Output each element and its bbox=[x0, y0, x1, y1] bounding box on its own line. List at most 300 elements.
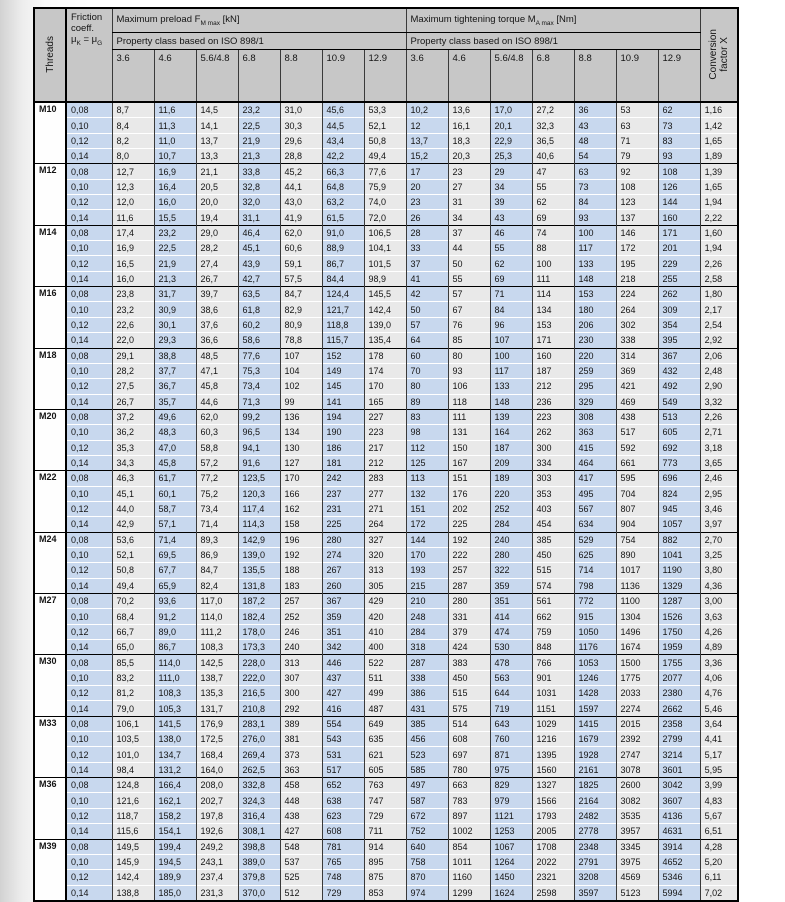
torque-cell: 754 bbox=[616, 532, 658, 547]
preload-cell: 11,6 bbox=[154, 102, 196, 118]
torque-cell: 329 bbox=[574, 394, 616, 409]
preload-cell: 182,4 bbox=[238, 609, 280, 624]
friction-column-header bbox=[66, 8, 112, 102]
preload-cell: 53,3 bbox=[364, 102, 406, 118]
conversion-factor-label: Conversion factor X bbox=[707, 28, 730, 80]
torque-cell: 92 bbox=[616, 164, 658, 179]
table-row bbox=[34, 241, 738, 256]
preload-cell: 194 bbox=[322, 409, 364, 424]
torque-cell: 692 bbox=[658, 440, 700, 455]
torque-cell: 309 bbox=[658, 302, 700, 317]
conversion-factor-column-header bbox=[700, 8, 738, 102]
preload-cell: 141 bbox=[322, 394, 364, 409]
preload-cell: 14,5 bbox=[196, 102, 238, 118]
preload-cell: 187,2 bbox=[238, 594, 280, 609]
preload-cell: 65,9 bbox=[154, 578, 196, 593]
torque-cell: 31 bbox=[448, 195, 490, 210]
preload-cell: 135,3 bbox=[196, 686, 238, 701]
preload-cell: 50,8 bbox=[112, 563, 154, 578]
torque-cell: 1050 bbox=[574, 624, 616, 639]
torque-cell: 2348 bbox=[574, 839, 616, 854]
torque-cell: 696 bbox=[658, 471, 700, 486]
preload-cell: 525 bbox=[280, 870, 322, 885]
torque-cell: 73 bbox=[574, 179, 616, 194]
preload-cell: 114,0 bbox=[196, 609, 238, 624]
torque-cell: 338 bbox=[616, 333, 658, 348]
torque-cell: 98 bbox=[406, 425, 448, 440]
torque-cell: 300 bbox=[532, 440, 574, 455]
preload-cell: 121,6 bbox=[112, 793, 154, 808]
torque-cell: 2164 bbox=[574, 793, 616, 808]
property-class-value: 5.6/4.8 bbox=[196, 50, 238, 103]
preload-cell: 41,9 bbox=[280, 210, 322, 225]
torque-cell: 454 bbox=[532, 517, 574, 532]
conversion-factor-cell: 1,16 bbox=[700, 102, 738, 118]
preload-cell: 192,6 bbox=[196, 824, 238, 839]
torque-cell: 697 bbox=[448, 747, 490, 762]
torque-cell: 2005 bbox=[532, 824, 574, 839]
table-row bbox=[34, 271, 738, 286]
preload-cell: 136 bbox=[280, 409, 322, 424]
friction-coeff-cell: 0,14 bbox=[66, 271, 112, 286]
torque-cell: 383 bbox=[448, 655, 490, 670]
preload-cell: 117,0 bbox=[196, 594, 238, 609]
table-row bbox=[34, 686, 738, 701]
preload-cell: 170 bbox=[280, 471, 322, 486]
preload-cell: 252 bbox=[280, 609, 322, 624]
preload-cell: 47,0 bbox=[154, 440, 196, 455]
preload-cell: 164,0 bbox=[196, 762, 238, 777]
friction-coeff-cell: 0,08 bbox=[66, 532, 112, 547]
torque-cell: 529 bbox=[574, 532, 616, 547]
preload-cell: 11,3 bbox=[154, 118, 196, 133]
torque-cell: 96 bbox=[490, 317, 532, 332]
preload-cell: 42,9 bbox=[112, 517, 154, 532]
preload-cell: 437 bbox=[322, 670, 364, 685]
preload-cell: 172,5 bbox=[196, 732, 238, 747]
torque-cell: 63 bbox=[616, 118, 658, 133]
preload-cell: 21,3 bbox=[154, 271, 196, 286]
torque-cell: 224 bbox=[616, 287, 658, 302]
preload-torque-table bbox=[33, 7, 739, 902]
torque-cell: 5123 bbox=[616, 885, 658, 901]
torque-cell: 187 bbox=[490, 440, 532, 455]
preload-cell: 57,5 bbox=[280, 271, 322, 286]
preload-cell: 58,8 bbox=[196, 440, 238, 455]
preload-cell: 165 bbox=[364, 394, 406, 409]
table-row bbox=[34, 532, 738, 547]
torque-cell: 848 bbox=[532, 640, 574, 655]
preload-cell: 313 bbox=[280, 655, 322, 670]
preload-cell: 8,2 bbox=[112, 133, 154, 148]
torque-cell: 28 bbox=[406, 225, 448, 240]
torque-cell: 385 bbox=[406, 716, 448, 731]
preload-cell: 142,4 bbox=[364, 302, 406, 317]
preload-cell: 158,2 bbox=[154, 808, 196, 823]
torque-cell: 663 bbox=[448, 778, 490, 793]
preload-cell: 106,1 bbox=[112, 716, 154, 731]
conversion-factor-cell: 4,89 bbox=[700, 640, 738, 655]
preload-cell: 554 bbox=[322, 716, 364, 731]
preload-cell: 16,4 bbox=[154, 179, 196, 194]
torque-cell: 1304 bbox=[616, 609, 658, 624]
torque-cell: 47 bbox=[532, 164, 574, 179]
torque-cell: 780 bbox=[448, 762, 490, 777]
torque-cell: 1057 bbox=[658, 517, 700, 532]
preload-cell: 12,3 bbox=[112, 179, 154, 194]
table-row bbox=[34, 670, 738, 685]
torque-cell: 284 bbox=[490, 517, 532, 532]
torque-cell: 2598 bbox=[532, 885, 574, 901]
preload-cell: 192 bbox=[280, 547, 322, 562]
torque-cell: 62 bbox=[532, 195, 574, 210]
preload-cell: 231,3 bbox=[196, 885, 238, 901]
torque-cell: 29 bbox=[490, 164, 532, 179]
torque-cell: 1190 bbox=[658, 563, 700, 578]
conversion-factor-cell: 1,94 bbox=[700, 195, 738, 210]
torque-cell: 225 bbox=[448, 517, 490, 532]
preload-cell: 82,9 bbox=[280, 302, 322, 317]
conversion-factor-cell: 3,99 bbox=[700, 778, 738, 793]
preload-cell: 60,1 bbox=[154, 486, 196, 501]
torque-cell: 1825 bbox=[574, 778, 616, 793]
table-row bbox=[34, 102, 738, 118]
torque-cell: 1566 bbox=[532, 793, 574, 808]
conversion-factor-cell: 4,06 bbox=[700, 670, 738, 685]
preload-cell: 14,1 bbox=[196, 118, 238, 133]
torque-cell: 164 bbox=[490, 425, 532, 440]
friction-coeff-cell: 0,08 bbox=[66, 839, 112, 854]
torque-cell: 36 bbox=[574, 102, 616, 118]
torque-cell: 230 bbox=[574, 333, 616, 348]
torque-cell: 37 bbox=[406, 256, 448, 271]
torque-cell: 4652 bbox=[658, 854, 700, 869]
preload-cell: 307 bbox=[280, 670, 322, 685]
torque-cell: 117 bbox=[574, 241, 616, 256]
preload-cell: 420 bbox=[364, 609, 406, 624]
preload-cell: 189,9 bbox=[154, 870, 196, 885]
preload-cell: 274 bbox=[322, 547, 364, 562]
conversion-factor-cell: 1,94 bbox=[700, 241, 738, 256]
preload-cell: 73,4 bbox=[196, 501, 238, 516]
torque-cell: 125 bbox=[406, 455, 448, 470]
torque-cell: 773 bbox=[658, 455, 700, 470]
preload-cell: 316,4 bbox=[238, 808, 280, 823]
torque-cell: 1755 bbox=[658, 655, 700, 670]
preload-cell: 246 bbox=[280, 624, 322, 639]
conversion-factor-cell: 5,20 bbox=[700, 854, 738, 869]
preload-cell: 26,7 bbox=[112, 394, 154, 409]
table-row bbox=[34, 287, 738, 302]
torque-cell: 193 bbox=[406, 563, 448, 578]
preload-cell: 131,7 bbox=[196, 701, 238, 716]
preload-cell: 212 bbox=[364, 455, 406, 470]
table-row bbox=[34, 195, 738, 210]
torque-cell: 171 bbox=[658, 225, 700, 240]
conversion-factor-cell: 2,48 bbox=[700, 363, 738, 378]
table-row bbox=[34, 425, 738, 440]
torque-cell: 23 bbox=[448, 164, 490, 179]
torque-cell: 308 bbox=[574, 409, 616, 424]
conversion-factor-cell: 6,11 bbox=[700, 870, 738, 885]
torque-cell: 79 bbox=[616, 149, 658, 164]
preload-cell: 149,5 bbox=[112, 839, 154, 854]
torque-cell: 100 bbox=[574, 225, 616, 240]
preload-cell: 37,6 bbox=[196, 317, 238, 332]
preload-cell: 429 bbox=[364, 594, 406, 609]
torque-cell: 172 bbox=[406, 517, 448, 532]
preload-cell: 49,6 bbox=[154, 409, 196, 424]
preload-section-header: Maximum preload $F_{M max}$ [kN] bbox=[112, 8, 406, 33]
conversion-factor-cell: 3,32 bbox=[700, 394, 738, 409]
torque-cell: 144 bbox=[658, 195, 700, 210]
torque-cell: 23 bbox=[406, 195, 448, 210]
torque-cell: 139 bbox=[490, 409, 532, 424]
table-row bbox=[34, 486, 738, 501]
torque-cell: 414 bbox=[490, 609, 532, 624]
table-row bbox=[34, 409, 738, 424]
preload-cell: 320 bbox=[364, 547, 406, 562]
torque-cell: 369 bbox=[616, 363, 658, 378]
torque-cell: 93 bbox=[658, 149, 700, 164]
preload-cell: 94,1 bbox=[238, 440, 280, 455]
torque-cell: 492 bbox=[658, 379, 700, 394]
preload-cell: 99,2 bbox=[238, 409, 280, 424]
preload-cell: 264 bbox=[364, 517, 406, 532]
preload-cell: 38,8 bbox=[154, 348, 196, 363]
friction-coeff-cell: 0,10 bbox=[66, 486, 112, 501]
preload-cell: 74,0 bbox=[364, 195, 406, 210]
preload-cell: 82,4 bbox=[196, 578, 238, 593]
torque-cell: 783 bbox=[448, 793, 490, 808]
friction-coeff-cell: 0,14 bbox=[66, 210, 112, 225]
preload-cell: 222,0 bbox=[238, 670, 280, 685]
torque-cell: 20,1 bbox=[490, 118, 532, 133]
torque-cell: 303 bbox=[532, 471, 574, 486]
preload-cell: 635 bbox=[364, 732, 406, 747]
preload-cell: 111,0 bbox=[154, 670, 196, 685]
preload-cell: 324,3 bbox=[238, 793, 280, 808]
friction-coeff-cell: 0,08 bbox=[66, 164, 112, 179]
torque-cell: 322 bbox=[490, 563, 532, 578]
preload-cell: 131,2 bbox=[154, 762, 196, 777]
torque-cell: 530 bbox=[490, 640, 532, 655]
preload-cell: 86,9 bbox=[196, 547, 238, 562]
preload-cell: 166 bbox=[280, 486, 322, 501]
preload-cell: 16,9 bbox=[154, 164, 196, 179]
torque-cell: 257 bbox=[448, 563, 490, 578]
conversion-factor-cell: 2,26 bbox=[700, 409, 738, 424]
preload-cell: 84,4 bbox=[322, 271, 364, 286]
torque-cell: 1246 bbox=[574, 670, 616, 685]
preload-cell: 29,3 bbox=[154, 333, 196, 348]
preload-cell: 623 bbox=[322, 808, 364, 823]
torque-cell: 287 bbox=[448, 578, 490, 593]
preload-cell: 30,1 bbox=[154, 317, 196, 332]
torque-cell: 67 bbox=[448, 302, 490, 317]
preload-cell: 170 bbox=[364, 379, 406, 394]
friction-coeff-cell: 0,10 bbox=[66, 793, 112, 808]
preload-cell: 257 bbox=[280, 594, 322, 609]
preload-cell: 32,0 bbox=[238, 195, 280, 210]
torque-cell: 495 bbox=[574, 486, 616, 501]
conversion-factor-cell: 7,02 bbox=[700, 885, 738, 901]
torque-cell: 131 bbox=[448, 425, 490, 440]
torque-cell: 48 bbox=[574, 133, 616, 148]
torque-cell: 172 bbox=[616, 241, 658, 256]
preload-cell: 400 bbox=[364, 640, 406, 655]
torque-cell: 592 bbox=[616, 440, 658, 455]
header-row-classes bbox=[34, 50, 738, 103]
torque-cell: 55 bbox=[490, 241, 532, 256]
torque-cell: 153 bbox=[532, 317, 574, 332]
preload-cell: 19,4 bbox=[196, 210, 238, 225]
preload-cell: 11,6 bbox=[112, 210, 154, 225]
table-row bbox=[34, 363, 738, 378]
preload-cell: 134 bbox=[280, 425, 322, 440]
torque-cell: 201 bbox=[658, 241, 700, 256]
conversion-factor-cell: 2,90 bbox=[700, 379, 738, 394]
friction-coeff-cell: 0,10 bbox=[66, 609, 112, 624]
preload-cell: 327 bbox=[364, 532, 406, 547]
torque-cell: 1160 bbox=[448, 870, 490, 885]
preload-cell: 75,2 bbox=[196, 486, 238, 501]
torque-cell: 661 bbox=[616, 455, 658, 470]
preload-cell: 22,0 bbox=[112, 333, 154, 348]
preload-cell: 28,8 bbox=[280, 149, 322, 164]
table-row bbox=[34, 732, 738, 747]
thread-cell: M39 bbox=[34, 839, 66, 901]
torque-cell: 53 bbox=[616, 102, 658, 118]
preload-cell: 29,6 bbox=[280, 133, 322, 148]
torque-cell: 1679 bbox=[574, 732, 616, 747]
torque-cell: 148 bbox=[574, 271, 616, 286]
torque-cell: 50 bbox=[448, 256, 490, 271]
preload-cell: 29,1 bbox=[112, 348, 154, 363]
conversion-factor-cell: 1,65 bbox=[700, 179, 738, 194]
preload-cell: 68,4 bbox=[112, 609, 154, 624]
preload-cell: 85,5 bbox=[112, 655, 154, 670]
torque-cell: 567 bbox=[574, 501, 616, 516]
preload-cell: 548 bbox=[280, 839, 322, 854]
preload-cell: 145,9 bbox=[112, 854, 154, 869]
preload-cell: 173,3 bbox=[238, 640, 280, 655]
conversion-factor-cell: 5,46 bbox=[700, 701, 738, 716]
preload-cell: 84,7 bbox=[196, 563, 238, 578]
friction-coeff-cell: 0,12 bbox=[66, 808, 112, 823]
friction-coeff-cell: 0,10 bbox=[66, 425, 112, 440]
preload-cell: 381 bbox=[280, 732, 322, 747]
torque-cell: 111 bbox=[532, 271, 574, 286]
preload-cell: 96,5 bbox=[238, 425, 280, 440]
table-row bbox=[34, 839, 738, 854]
preload-cell: 537 bbox=[280, 854, 322, 869]
torque-cell: 34 bbox=[490, 179, 532, 194]
preload-cell: 363 bbox=[280, 762, 322, 777]
friction-coeff-cell: 0,14 bbox=[66, 455, 112, 470]
preload-cell: 115,7 bbox=[322, 333, 364, 348]
preload-cell: 23,2 bbox=[112, 302, 154, 317]
preload-cell: 102 bbox=[280, 379, 322, 394]
header-row-property-class bbox=[34, 33, 738, 50]
preload-cell: 13,7 bbox=[196, 133, 238, 148]
preload-cell: 61,7 bbox=[154, 471, 196, 486]
conversion-factor-cell: 6,51 bbox=[700, 824, 738, 839]
preload-cell: 99 bbox=[280, 394, 322, 409]
preload-cell: 162,1 bbox=[154, 793, 196, 808]
torque-cell: 1959 bbox=[658, 640, 700, 655]
preload-cell: 176,9 bbox=[196, 716, 238, 731]
preload-cell: 45,8 bbox=[196, 379, 238, 394]
torque-cell: 17 bbox=[406, 164, 448, 179]
torque-cell: 32,3 bbox=[532, 118, 574, 133]
conversion-factor-cell: 3,25 bbox=[700, 547, 738, 562]
property-class-label-preload: Property class based on ISO 898/1 bbox=[112, 33, 406, 50]
torque-cell: 1708 bbox=[532, 839, 574, 854]
table-row bbox=[34, 716, 738, 731]
torque-cell: 403 bbox=[532, 501, 574, 516]
torque-cell: 1002 bbox=[448, 824, 490, 839]
torque-cell: 871 bbox=[490, 747, 532, 762]
friction-coeff-cell: 0,08 bbox=[66, 471, 112, 486]
conversion-factor-cell: 3,18 bbox=[700, 440, 738, 455]
property-class-value: 3.6 bbox=[112, 50, 154, 103]
conversion-factor-cell: 3,97 bbox=[700, 517, 738, 532]
property-class-value: 10.9 bbox=[616, 50, 658, 103]
torque-cell: 1500 bbox=[616, 655, 658, 670]
torque-cell: 3597 bbox=[574, 885, 616, 901]
preload-cell: 10,7 bbox=[154, 149, 196, 164]
preload-cell: 342 bbox=[322, 640, 364, 655]
table-row bbox=[34, 594, 738, 609]
torque-cell: 464 bbox=[574, 455, 616, 470]
preload-cell: 21,3 bbox=[238, 149, 280, 164]
torque-cell: 714 bbox=[574, 563, 616, 578]
torque-cell: 672 bbox=[406, 808, 448, 823]
threads-column-header bbox=[34, 8, 66, 102]
torque-cell: 150 bbox=[448, 440, 490, 455]
torque-cell: 76 bbox=[448, 317, 490, 332]
torque-cell: 18,3 bbox=[448, 133, 490, 148]
preload-cell: 283,1 bbox=[238, 716, 280, 731]
torque-cell: 759 bbox=[532, 624, 574, 639]
torque-cell: 901 bbox=[532, 670, 574, 685]
torque-cell: 252 bbox=[490, 501, 532, 516]
torque-cell: 1775 bbox=[616, 670, 658, 685]
torque-cell: 574 bbox=[532, 578, 574, 593]
torque-cell: 64 bbox=[406, 333, 448, 348]
table-row bbox=[34, 333, 738, 348]
torque-cell: 1395 bbox=[532, 747, 574, 762]
friction-coeff-cell: 0,10 bbox=[66, 241, 112, 256]
torque-cell: 1011 bbox=[448, 854, 490, 869]
thread-cell: M10 bbox=[34, 102, 66, 164]
preload-cell: 152 bbox=[322, 348, 364, 363]
preload-cell: 89,0 bbox=[154, 624, 196, 639]
torque-cell: 1560 bbox=[532, 762, 574, 777]
table-row bbox=[34, 655, 738, 670]
torque-cell: 1329 bbox=[658, 578, 700, 593]
torque-cell: 523 bbox=[406, 747, 448, 762]
preload-cell: 71,4 bbox=[154, 532, 196, 547]
torque-cell: 148 bbox=[490, 394, 532, 409]
torque-cell: 1216 bbox=[532, 732, 574, 747]
preload-cell: 77,6 bbox=[364, 164, 406, 179]
torque-cell: 34 bbox=[448, 210, 490, 225]
preload-cell: 292 bbox=[280, 701, 322, 716]
torque-cell: 160 bbox=[532, 348, 574, 363]
torque-cell: 515 bbox=[532, 563, 574, 578]
